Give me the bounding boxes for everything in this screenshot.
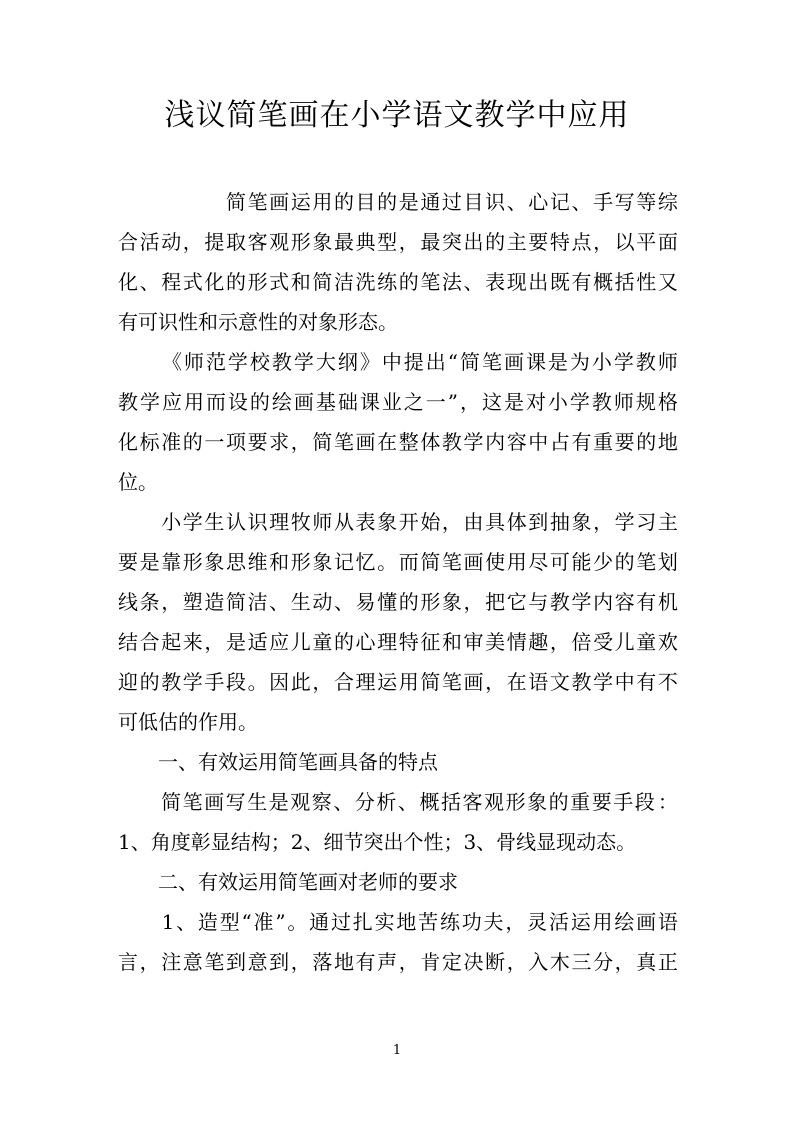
body-line: 言 ， 注 意 笔 到 意 到 ， 落 地 有 声 ， 肯 定 决 断 ， 入 木 三 分 ， 真 正 [118, 950, 678, 974]
body-line: 教 学 应 用 而 设 的 绘 画 基 础 课 业 之 一 ” ， 这 是 对 小 学 教 师 规 格 [118, 390, 678, 414]
body-line: 位。 [118, 470, 158, 494]
body-line: 化 标 准 的 一 项 要 求 ， 简 笔 画 在 整 体 教 学 内 容 中 占 有 重 要 的 地 [118, 430, 678, 454]
document-body [118, 182, 678, 982]
document-title: 浅议简笔画在小学语文教学中应用 [164, 98, 630, 133]
body-line: 结 合 起 来 ， 是 适 应 儿 童 的 心 理 特 征 和 审 美 情 趣 ， 倍 受 儿 童 欢 [118, 630, 678, 654]
body-line: 有可识性和示意性的对象形态。 [118, 310, 398, 334]
body-line: 简 笔 画 运 用 的 目 的 是 通 过 目 识 、 心 记 、 手 写 等 综 [225, 190, 678, 214]
body-line: 二、有效运用简笔画对老师的要求 [118, 870, 458, 894]
page-number: 1 [392, 1043, 402, 1058]
body-line: 1 、 造 型 “ 准 ” 。 通 过 扎 实 地 苦 练 功 夫 ， 灵 活 运 用 绘 画 语 [161, 910, 678, 934]
body-line: 一、有效运用简笔画具备的特点 [118, 750, 438, 774]
body-line: 可低估的作用。 [118, 710, 258, 734]
body-line: 小 学 生 认 识 理 牧 师 从 表 象 开 始 ， 由 具 体 到 抽 象 ， 学 习 主 [161, 510, 678, 534]
body-line: 合 活 动 ， 提 取 客 观 形 象 最 典 型 ， 最 突 出 的 主 要 特 点 ， 以 平 面 [118, 230, 678, 254]
body-line: 迎 的 教 学 手 段 。 因 此 ， 合 理 运 用 简 笔 画 ， 在 语 文 教 学 中 有 不 [118, 670, 678, 694]
body-line: 简 笔 画 写 生 是 观 察 、 分 析 、 概 括 客 观 形 象 的 重 要 手 段 ： [161, 790, 678, 814]
body-line: 《 师 范 学 校 教 学 大 纲 》 中 提 出 “ 简 笔 画 课 是 为 小 学 教 师 [161, 350, 678, 374]
body-line: 1、角度彰显结构；2、细节突出个性；3、骨线显现动态。 [118, 830, 637, 854]
body-line: 化 、 程 式 化 的 形 式 和 简 洁 洗 练 的 笔 法 、 表 现 出 既 有 概 括 性 又 [118, 270, 678, 294]
body-line: 线 条 ， 塑 造 简 洁 、 生 动 、 易 懂 的 形 象 ， 把 它 与 教 学 内 容 有 机 [118, 590, 678, 614]
body-line: 要 是 靠 形 象 思 维 和 形 象 记 忆 。 而 简 笔 画 使 用 尽 可 能 少 的 笔 划 [118, 550, 678, 574]
